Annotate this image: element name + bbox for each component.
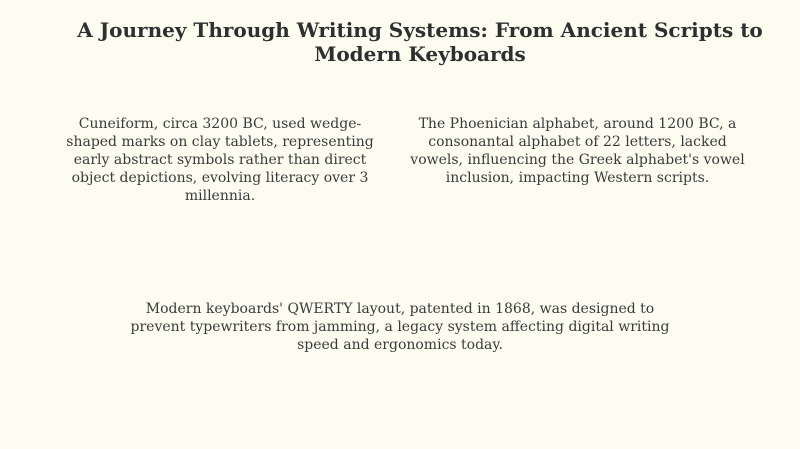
paragraph-phoenician: The Phoenician alphabet, around 1200 BC, a consonantal alphabet of 22 letters, lacked vowels, influencing the Greek alphabet's vowel inclusion, impacting Western scripts. xyxy=(410,116,745,186)
slide-title: A Journey Through Writing Systems: From Ancient Scripts to Modern Keyboards xyxy=(77,18,763,66)
paragraph-qwerty: Modern keyboards' QWERTY layout, patented in 1868, was designed to prevent typewriters from jamming, a legacy system affecting digital writing speed and ergonomics today. xyxy=(130,301,670,353)
paragraph-cuneiform: Cuneiform, circa 3200 BC, used wedge-shaped marks on clay tablets, representing early abstract symbols rather than direct object depictions, evolving literacy over 3 millennia. xyxy=(66,116,374,204)
